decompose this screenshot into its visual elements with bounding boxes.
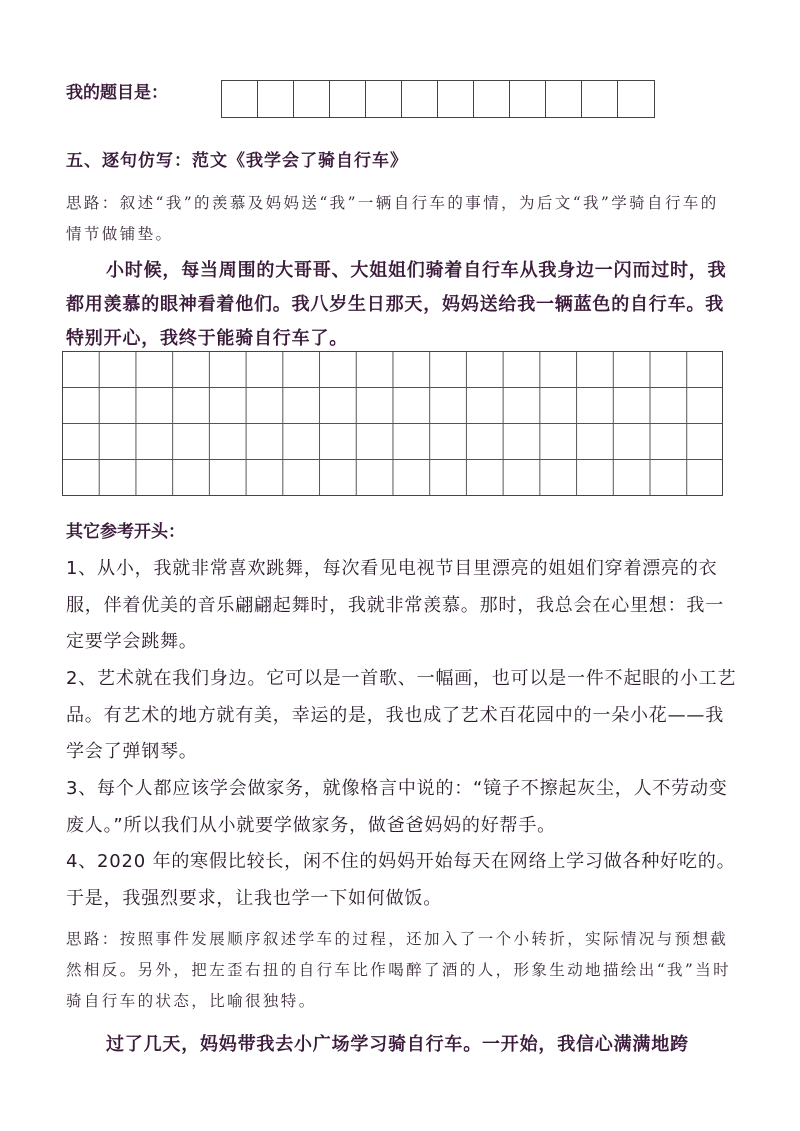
title-grid-cell[interactable]	[510, 81, 546, 117]
opening-3: 3、每个人都应该学会做家务，就像格言中说的：“镜子不擦起灰尘，人不劳动变废人。”所以我们从小就要学做家务，做爸爸妈妈的好帮手。	[66, 778, 728, 836]
opening-2: 2、艺术就在我们身边。它可以是一首歌、一幅画，也可以是一件不起眼的小工艺品。有艺术的地方就有美，幸运的是，我也成了艺术百花园中的一朵小花——我学会了弹钢琴。	[66, 668, 737, 762]
title-writing-grid[interactable]	[221, 80, 655, 118]
model-paragraph-2-text: 过了几天，妈妈带我去小广场学习骑自行车。一开始，我信心满满地跨	[106, 1034, 689, 1055]
title-grid-cell[interactable]	[366, 81, 402, 117]
title-grid-cell[interactable]	[294, 81, 330, 117]
other-openings-heading: 其它参考开头：	[66, 522, 185, 542]
model-paragraph-1	[66, 254, 736, 356]
title-label: 我的题目是：	[66, 83, 168, 103]
title-grid-cell[interactable]	[582, 81, 618, 117]
title-grid-cell[interactable]	[222, 81, 258, 117]
writing-grid[interactable]	[62, 351, 723, 496]
hint-paragraph-2: 思路：按照事件发展顺序叙述学车的过程，还加入了一个小转折，实际情况与预想截然相反。另外，把左歪右扭的自行车比作喝醉了酒的人，形象生动地描绘出“我”当时骑自行车的状态，比喻很独特。	[66, 930, 732, 1010]
hint-paragraph-1: 思路：叙述“我”的羡慕及妈妈送“我”一辆自行车的事情，为后文“我”学骑自行车的情节做铺垫。	[66, 194, 719, 243]
section-heading: 五、逐句仿写：范文《我学会了骑自行车》	[66, 151, 408, 171]
model-paragraph-1-text: 小时候，每当周围的大哥哥、大姐姐们骑着自行车从我身边一闪而过时，我都用羡慕的眼神看着他们。我八岁生日那天，妈妈送给我一辆蓝色的自行车。我特别开心，我终于能骑自行车了。	[66, 260, 727, 349]
title-grid-cell[interactable]	[330, 81, 366, 117]
opening-1: 1、从小，我就非常喜欢跳舞，每次看见电视节目里漂亮的姐姐们穿着漂亮的衣服，伴着优美的音乐翩翩起舞时，我就非常羡慕。那时，我总会在心里想：我一定要学会跳舞。	[66, 558, 724, 652]
title-grid-cell[interactable]	[474, 81, 510, 117]
opening-4: 4、2020 年的寒假比较长，闲不住的妈妈开始每天在网络上学习做各种好吃的。于是，我强烈要求，让我也学一下如何做饭。	[66, 851, 736, 909]
title-grid-cell[interactable]	[618, 81, 654, 117]
title-grid-cell[interactable]	[438, 81, 474, 117]
model-paragraph-2	[66, 1028, 736, 1062]
title-grid-cell[interactable]	[402, 81, 438, 117]
title-grid-cell[interactable]	[546, 81, 582, 117]
title-grid-cell[interactable]	[258, 81, 294, 117]
